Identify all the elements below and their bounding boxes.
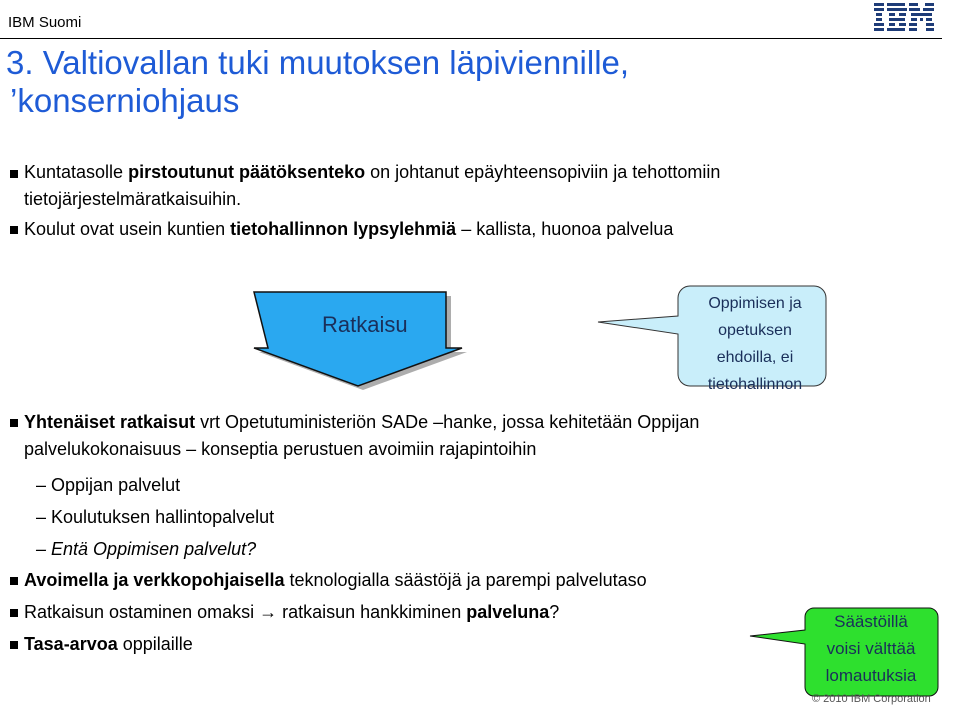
bullet-marker — [10, 641, 18, 649]
header-divider — [0, 38, 942, 39]
copyright-footer: © 2010 IBM Corporation — [812, 693, 931, 705]
title-quote-mark: ’ — [10, 82, 18, 119]
arrow-label: Ratkaisu — [322, 312, 408, 337]
bullet-schools: Koulut ovat usein kuntien tietohallinnon lypsylehmiä – kallista, huonoa palvelua — [24, 219, 674, 239]
sub-item: – Oppijan palvelut — [36, 475, 181, 495]
bullet-fragmentation: Kuntatasolle pirstoutunut päätöksenteko on johtanut epäyhteensopiviin ja tehottomiin tietojärjestelmäratkaisuihin. — [24, 162, 721, 209]
savings-note-text: Säästöillä voisi välttää lomautuksia — [825, 612, 917, 685]
bullet-marker — [10, 419, 18, 427]
bullet-marker — [10, 226, 18, 234]
bullet-marker — [10, 170, 18, 178]
ibm-logo — [872, 2, 938, 32]
bullet-equality: Tasa-arvoa oppilaille — [24, 634, 193, 654]
callout-text: Oppimisen ja opetuksen ehdoilla, ei tietohallinnon — [707, 295, 803, 393]
bullet-marker — [10, 577, 18, 585]
bullet-open-tech: Avoimella ja verkkopohjaisella teknologialla säästöjä ja parempi palvelutaso — [24, 570, 647, 590]
bullet-unified-solutions: Yhtenäiset ratkaisut vrt Opetutuministeriön SADe –hanke, jossa kehitetään Oppijan palvelukokonaisuus – konseptia perustuen avoimiin rajapintoihin — [24, 412, 700, 459]
page-title — [6, 44, 629, 120]
bullet-marker — [10, 609, 18, 617]
header-label: IBM Suomi — [8, 14, 82, 31]
title-line-1: 3. Valtiovallan tuki muutoksen läpiviennille, — [6, 44, 630, 81]
title-line-2: ’konserniohjaus — [10, 82, 240, 119]
sub-item: – Koulutuksen hallintopalvelut — [36, 507, 275, 527]
sub-item: – Entä Oppimisen palvelut? — [36, 539, 257, 559]
bullet-as-service: Ratkaisun ostaminen omaksi → ratkaisun hankkiminen palveluna? — [24, 602, 560, 622]
right-arrow-icon: → — [259, 602, 278, 622]
